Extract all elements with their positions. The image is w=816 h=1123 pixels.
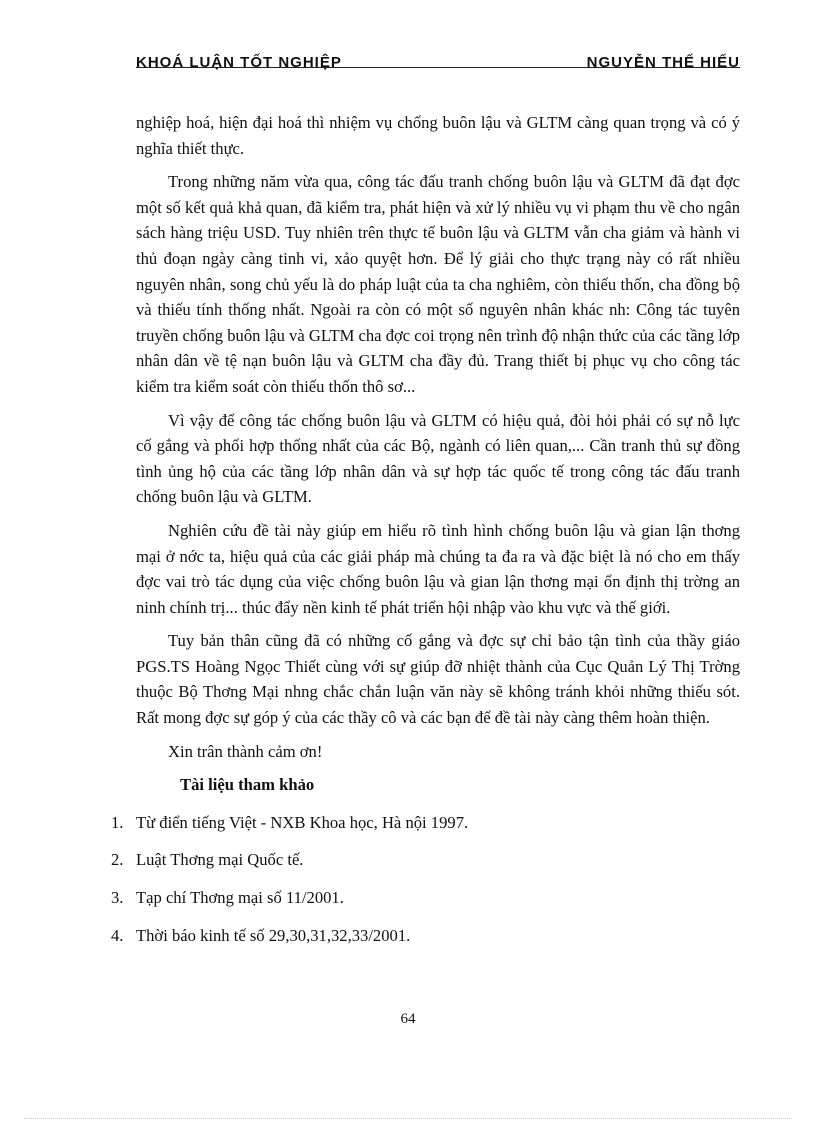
paragraph-continuation: nghiệp hoá, hiện đại hoá thì nhiệm vụ chống buôn lậu và GLTM càng quan trọng và có ý nghĩa thiết thực. [136, 113, 740, 158]
references-heading: Tài liệu tham khảo [180, 775, 315, 795]
header-author-name: NGUYỄN THẾ HIẾU [586, 54, 740, 71]
header-rule [136, 67, 740, 68]
paragraph-research-value: Nghiên cứu đề tài này giúp em hiểu rõ tình hình chống buôn lậu và gian lận thơng mại ở nớc ta, hiệu quả của các giải pháp mà chúng ta đa ra và đặc biệt là nó cho em thấy đợc vai trò tác dụng của việc chống buôn lậu và gian lận thơng mại ổn định thị trờng an ninh chính trị... thúc đẩy nền kinh tế phát triển hội nhập vào khu vực và thế giới. [136, 520, 740, 617]
reference-text: Thời báo kinh tế số 29,30,31,32,33/2001. [136, 925, 411, 945]
reference-item [111, 885, 740, 911]
reference-item [111, 847, 740, 873]
reference-item [111, 810, 740, 836]
reference-text: Luật Thơng mại Quốc tế. [136, 850, 304, 870]
reference-number: 4. [111, 925, 124, 945]
references-list [111, 810, 740, 948]
page-header [136, 50, 740, 76]
reference-number: 3. [111, 888, 124, 908]
reference-item [111, 923, 740, 949]
paragraph-efforts: Vì vậy để công tác chống buôn lậu và GLTM có hiệu quả, đòi hỏi phải có sự nỗ lực cố gắng và phối hợp thống nhất của các Bộ, ngành có liên quan,... Cần tranh thủ sự đồng tình ủng hộ của các tầng lớp nhân dân và sự hợp tác quốc tế trong công tác đấu tranh chống buôn lậu và GLTM. [136, 410, 740, 507]
paragraph-results: Trong những năm vừa qua, công tác đấu tranh chống buôn lậu và GLTM đã đạt đợc một số kết quả khả quan, đã kiểm tra, phát hiện và xử lý nhiều vụ vi phạm thu về cho ngân sách hàng triệu USD. Tuy nhiên trên thực tế buôn lậu và GLTM vẫn cha giảm và hành vi thủ đoạn ngày càng tinh vi, xảo quyệt hơn. Để lý giải cho thực trạng này có rất nhiều nguyên nhân, song chủ yếu là do pháp luật của ta cha nghiêm, còn thiếu thốn, cha đồng bộ và thiếu tính thống nhất. Ngoài ra còn có một số nguyên nhân khác nh: Công tác tuyên truyền chống buôn lậu và GLTM cha đợc coi trọng nên trình độ nhận thức của các tầng lớp nhân dân về tệ nạn buôn lậu và GLTM cha đầy đủ. Trang thiết bị phục vụ cho công tác kiểm tra kiểm soát còn thiếu thốn thô sơ... [136, 172, 740, 396]
header-thesis-title: KHOÁ LUẬN TỐT NGHIỆP [136, 54, 342, 71]
page-number: 64 [400, 1011, 416, 1027]
page-bottom-border [24, 1118, 792, 1119]
paragraph-thanks: Xin trân thành cảm ơn! [168, 741, 323, 761]
reference-number: 1. [111, 812, 124, 832]
paragraph-acknowledgement: Tuy bản thân cũng đã có những cố gắng và đợc sự chỉ bảo tận tình của thầy giáo PGS.TS Hoàng Ngọc Thiết cùng với sự giúp đỡ nhiệt thành của Cục Quản Lý Thị Trờng thuộc Bộ Thơng Mại nhng chắc chắn luận văn này sẽ không tránh khỏi những thiếu sót. Rất mong đợc sự góp ý của các thầy cô và các bạn để đề tài này càng thêm hoàn thiện. [136, 631, 740, 728]
reference-number: 2. [111, 850, 124, 870]
document-body [111, 110, 740, 960]
reference-text: Tạp chí Thơng mại số 11/2001. [136, 888, 344, 908]
reference-text: Từ điển tiếng Việt - NXB Khoa học, Hà nội 1997. [136, 812, 469, 832]
